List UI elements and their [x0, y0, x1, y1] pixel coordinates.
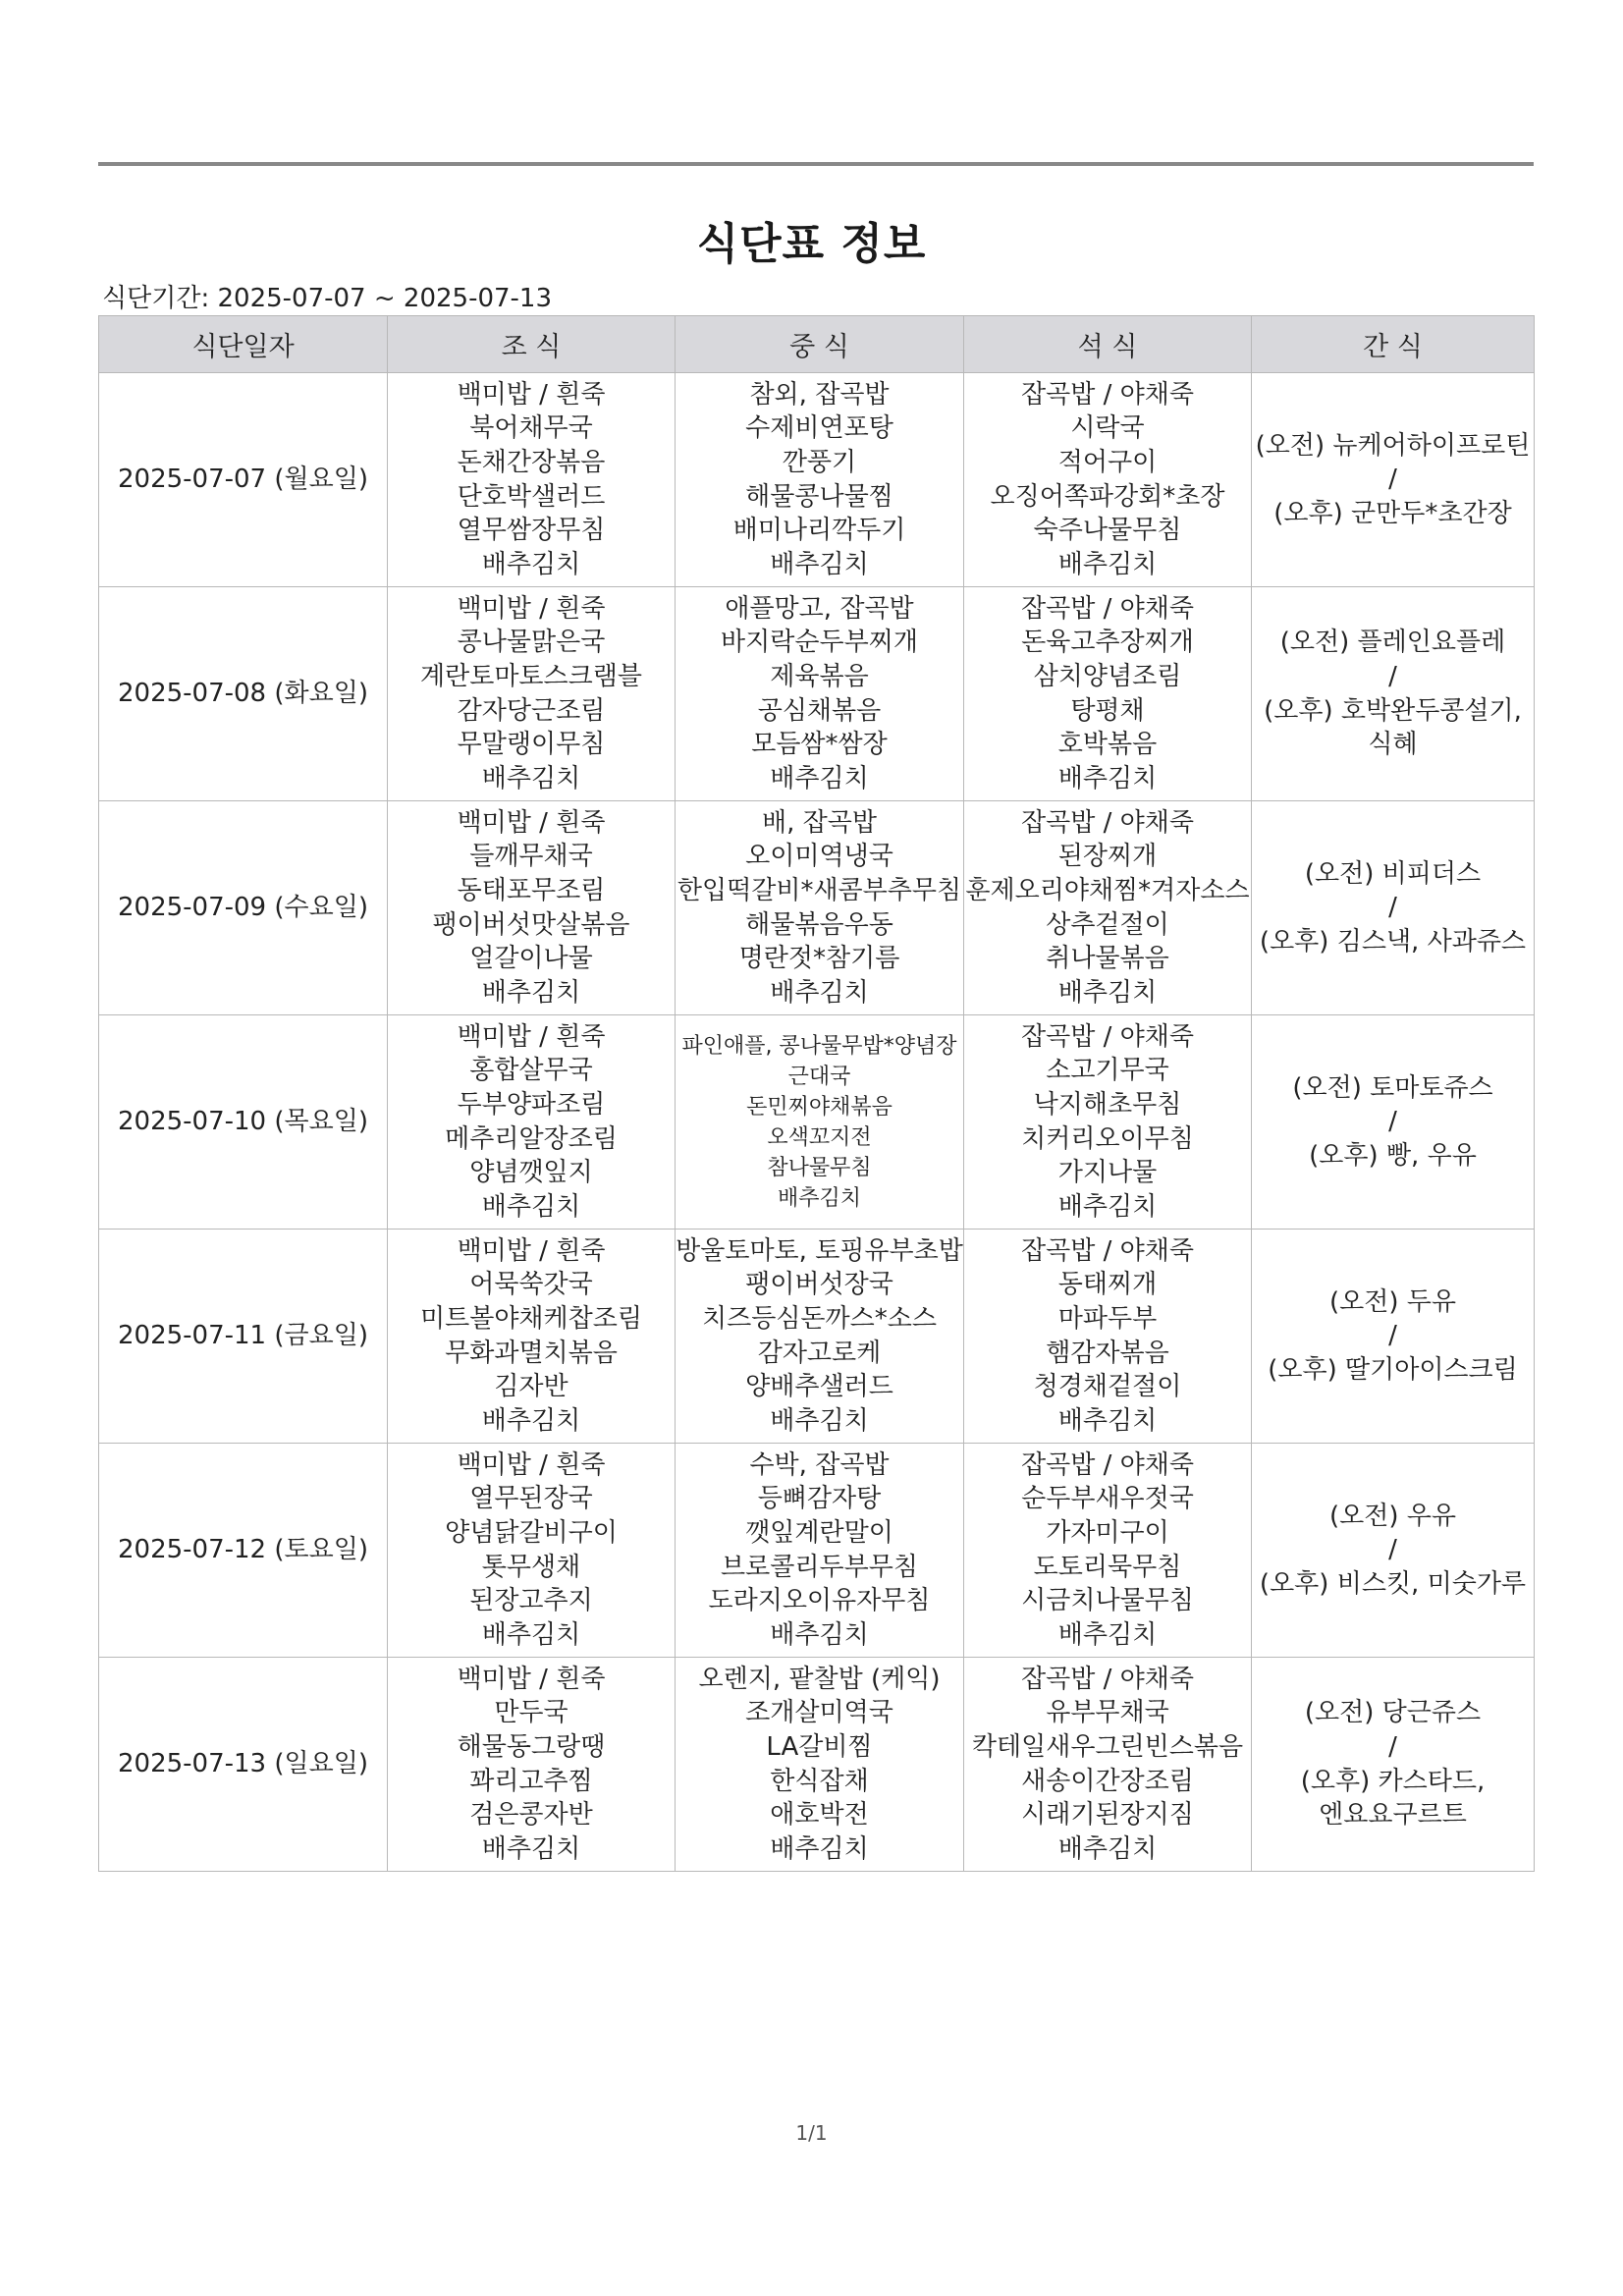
- menu-item: 제육볶음: [770, 661, 869, 691]
- menu-item: /: [1388, 1535, 1397, 1565]
- menu-item: 메추리알장조림: [445, 1123, 618, 1154]
- menu-item: 조개살미역국: [745, 1698, 893, 1728]
- menu-item: 된장찌개: [1057, 842, 1158, 872]
- table-row: [99, 1444, 1535, 1658]
- menu-item: 백미밥 / 흰죽: [457, 593, 606, 624]
- lunch-cell: [676, 1444, 964, 1658]
- menu-item: (오전) 우유: [1328, 1501, 1457, 1531]
- lunch-cell: [676, 373, 964, 587]
- menu-item: 시락국: [1070, 413, 1145, 444]
- menu-item: 명란젓*참기름: [738, 944, 900, 974]
- lunch-cell: [676, 1015, 964, 1230]
- menu-item: 배추김치: [1057, 549, 1158, 579]
- menu-item: (오후) 카스타드,: [1300, 1766, 1486, 1796]
- breakfast-cell: [388, 1658, 676, 1872]
- menu-item: 계란토마토스크램블: [419, 661, 643, 691]
- menu-item: (오전) 플레인요플레: [1279, 628, 1506, 658]
- menu-item: 오징어쪽파강회*초장: [990, 481, 1225, 512]
- date-cell: 2025-07-12 (토요일): [99, 1444, 388, 1658]
- menu-item: 애호박전: [770, 1800, 869, 1831]
- menu-item: 잡곡밥 / 야채죽: [1021, 1449, 1194, 1480]
- header-date: 식단일자: [99, 316, 388, 373]
- menu-item: 배추김치: [481, 763, 581, 793]
- menu-item: 검은콩자반: [469, 1800, 593, 1831]
- menu-item: (오후) 딸기아이스크림: [1268, 1354, 1518, 1385]
- menu-item: 배미나리깍두기: [732, 516, 906, 546]
- menu-item: 해물볶음우동: [745, 909, 893, 940]
- menu-item: 도토리묵무침: [1033, 1552, 1182, 1582]
- menu-item: 잡곡밥 / 야채죽: [1021, 1664, 1194, 1694]
- menu-item: 엔요요구르트: [1319, 1800, 1467, 1831]
- menu-item: 잡곡밥 / 야채죽: [1021, 1235, 1194, 1266]
- menu-item: 팽이버섯맛살볶음: [432, 909, 630, 940]
- menu-item: (오전) 뉴케어하이프로틴: [1255, 430, 1531, 461]
- date-cell: 2025-07-07 (월요일): [99, 373, 388, 587]
- menu-item: 된장고추지: [469, 1586, 593, 1616]
- menu-item: 등뼈감자탕: [757, 1484, 882, 1514]
- menu-item: 한식잡채: [770, 1766, 869, 1796]
- menu-item: 톳무생채: [481, 1552, 581, 1582]
- menu-item: 배추김치: [1057, 977, 1158, 1008]
- menu-item: 감자고로케: [757, 1338, 882, 1368]
- menu-item: 수제비연포탕: [745, 413, 893, 444]
- menu-item: 잡곡밥 / 야채죽: [1021, 807, 1194, 838]
- dinner-cell: [964, 373, 1252, 587]
- table-row: [99, 587, 1535, 801]
- menu-item: 백미밥 / 흰죽: [457, 379, 606, 410]
- menu-item: 배추김치: [770, 1833, 869, 1864]
- menu-item: 탕평채: [1070, 695, 1145, 726]
- menu-item: 배추김치: [481, 1619, 581, 1650]
- menu-item: 백미밥 / 흰죽: [457, 1664, 606, 1694]
- menu-item: 얼갈이나물: [469, 944, 593, 974]
- date-cell: 2025-07-08 (화요일): [99, 587, 388, 801]
- menu-item: 배추김치: [770, 1619, 869, 1650]
- menu-item: 바지락순두부찌개: [721, 628, 918, 658]
- menu-item: 배추김치: [770, 977, 869, 1008]
- top-divider: [98, 162, 1534, 166]
- menu-item: 양념닭갈비구이: [445, 1517, 618, 1548]
- menu-item: 오색꼬지전: [767, 1124, 872, 1150]
- menu-item: /: [1388, 893, 1397, 923]
- dinner-cell: [964, 587, 1252, 801]
- menu-item: 소고기무국: [1046, 1056, 1169, 1086]
- menu-item: 삼치양념조림: [1033, 661, 1182, 691]
- menu-item: 콩나물맑은국: [457, 628, 606, 658]
- menu-item: 백미밥 / 흰죽: [457, 1021, 606, 1052]
- menu-item: 김자반: [494, 1372, 568, 1402]
- menu-item: 잡곡밥 / 야채죽: [1021, 593, 1194, 624]
- menu-item: 북어채무국: [469, 413, 593, 444]
- dinner-cell: [964, 1015, 1252, 1230]
- menu-item: /: [1388, 1321, 1397, 1351]
- menu-item: 돈민찌야채볶음: [746, 1094, 893, 1120]
- menu-item: /: [1388, 465, 1397, 495]
- date-cell: 2025-07-13 (일요일): [99, 1658, 388, 1872]
- meal-period: 식단기간: 2025-07-07 ~ 2025-07-13: [102, 284, 553, 313]
- menu-item: (오전) 두유: [1328, 1286, 1457, 1317]
- menu-item: (오후) 군만두*초간장: [1273, 498, 1512, 528]
- menu-item: 단호박샐러드: [457, 481, 606, 512]
- menu-item: 치즈등심돈까스*소스: [701, 1303, 938, 1334]
- table-row: [99, 1230, 1535, 1444]
- menu-item: 무말랭이무침: [457, 730, 606, 760]
- header-breakfast: 조 식: [388, 316, 676, 373]
- menu-item: 참외, 잡곡밥: [749, 379, 890, 410]
- menu-item: 적어구이: [1057, 447, 1158, 477]
- date-cell: 2025-07-11 (금요일): [99, 1230, 388, 1444]
- menu-item: 배추김치: [481, 1833, 581, 1864]
- table-body: [99, 373, 1535, 1872]
- menu-item: 배추김치: [1057, 1405, 1158, 1436]
- menu-item: 팽이버섯장국: [745, 1270, 893, 1300]
- snack-cell: [1252, 373, 1535, 587]
- menu-item: 백미밥 / 흰죽: [457, 1235, 606, 1266]
- menu-item: 도라지오이유자무침: [708, 1586, 931, 1616]
- menu-item: 새송이간장조림: [1021, 1766, 1194, 1796]
- header-lunch: 중 식: [676, 316, 964, 373]
- menu-item: /: [1388, 661, 1397, 691]
- dinner-cell: [964, 1230, 1252, 1444]
- menu-item: 상추겉절이: [1046, 909, 1169, 940]
- menu-item: 백미밥 / 흰죽: [457, 1449, 606, 1480]
- snack-cell: [1252, 1015, 1535, 1230]
- menu-item: 돈채간장볶음: [457, 447, 606, 477]
- menu-item: 배추김치: [770, 763, 869, 793]
- menu-item: 취나물볶음: [1046, 944, 1169, 974]
- snack-cell: [1252, 801, 1535, 1015]
- menu-item: 어묵쑥갓국: [469, 1270, 593, 1300]
- menu-item: 깻잎계란말이: [745, 1517, 893, 1548]
- page-title: 식단표 정보: [696, 219, 927, 269]
- lunch-cell: [676, 1658, 964, 1872]
- menu-item: 홍합살무국: [469, 1056, 593, 1086]
- menu-item: 양념깻잎지: [469, 1158, 593, 1188]
- snack-cell: [1252, 1658, 1535, 1872]
- menu-item: 깐풍기: [782, 447, 857, 477]
- date-cell: 2025-07-09 (수요일): [99, 801, 388, 1015]
- lunch-cell: [676, 801, 964, 1015]
- menu-item: 두부양파조림: [457, 1089, 606, 1120]
- menu-item: 청경채겉절이: [1033, 1372, 1182, 1402]
- menu-item: 식혜: [1368, 730, 1418, 760]
- menu-item: 해물콩나물찜: [745, 481, 893, 512]
- lunch-cell: [676, 1230, 964, 1444]
- menu-item: 호박볶음: [1057, 730, 1158, 760]
- menu-item: 애플망고, 잡곡밥: [725, 593, 914, 624]
- menu-item: 백미밥 / 흰죽: [457, 807, 606, 838]
- menu-item: 무화과멸치볶음: [445, 1338, 618, 1368]
- menu-item: 배추김치: [481, 1405, 581, 1436]
- snack-cell: [1252, 1230, 1535, 1444]
- menu-item: 낙지해초무침: [1033, 1089, 1182, 1120]
- table-row: [99, 1658, 1535, 1872]
- menu-item: 참나물무침: [767, 1155, 872, 1180]
- menu-item: 배추김치: [770, 549, 869, 579]
- header-dinner: 석 식: [964, 316, 1252, 373]
- menu-item: 한입떡갈비*새콤부추무침: [676, 875, 962, 905]
- date-cell: 2025-07-10 (목요일): [99, 1015, 388, 1230]
- meal-table: [98, 315, 1535, 1872]
- menu-item: 오렌지, 팥찰밥 (케익): [698, 1664, 941, 1694]
- menu-item: 열무된장국: [469, 1484, 593, 1514]
- menu-item: /: [1388, 1107, 1397, 1137]
- menu-item: 가자미구이: [1046, 1517, 1169, 1548]
- menu-item: 만두국: [494, 1698, 568, 1728]
- menu-item: 잡곡밥 / 야채죽: [1021, 1021, 1194, 1052]
- menu-item: 잡곡밥 / 야채죽: [1021, 379, 1194, 410]
- menu-item: 배추김치: [481, 549, 581, 579]
- menu-item: (오전) 당근쥬스: [1304, 1698, 1482, 1728]
- menu-item: 배추김치: [770, 1405, 869, 1436]
- menu-item: 훈제오리야채찜*겨자소스: [965, 875, 1250, 905]
- menu-item: 공심채볶음: [757, 695, 882, 726]
- table-header-row: [99, 316, 1535, 373]
- snack-cell: [1252, 587, 1535, 801]
- lunch-cell: [676, 587, 964, 801]
- menu-item: 수박, 잡곡밥: [749, 1449, 890, 1480]
- menu-item: 꽈리고추찜: [469, 1766, 593, 1796]
- menu-item: 동태찌개: [1057, 1270, 1158, 1300]
- menu-item: 열무쌈장무침: [457, 516, 606, 546]
- dinner-cell: [964, 1444, 1252, 1658]
- menu-item: 브로콜리두부무침: [721, 1552, 918, 1582]
- menu-item: 칵테일새우그린빈스볶음: [971, 1731, 1244, 1762]
- breakfast-cell: [388, 1015, 676, 1230]
- menu-item: 배추김치: [1057, 1619, 1158, 1650]
- menu-item: (오전) 비피더스: [1304, 858, 1482, 889]
- table-row: [99, 1015, 1535, 1230]
- snack-cell: [1252, 1444, 1535, 1658]
- menu-item: 감자당근조림: [457, 695, 606, 726]
- menu-item: 근대국: [787, 1064, 851, 1089]
- menu-item: LA갈비찜: [766, 1731, 873, 1762]
- breakfast-cell: [388, 801, 676, 1015]
- menu-item: 배, 잡곡밥: [762, 807, 877, 838]
- header-snack: 간 식: [1252, 316, 1535, 373]
- menu-item: 배추김치: [481, 1191, 581, 1222]
- menu-item: 배추김치: [481, 977, 581, 1008]
- menu-item: 치커리오이무침: [1021, 1123, 1194, 1154]
- menu-item: 배추김치: [1057, 1833, 1158, 1864]
- breakfast-cell: [388, 587, 676, 801]
- menu-item: 양배추샐러드: [745, 1372, 893, 1402]
- breakfast-cell: [388, 1230, 676, 1444]
- menu-item: 시금치나물무침: [1021, 1586, 1194, 1616]
- menu-item: 순두부새우젓국: [1021, 1484, 1194, 1514]
- menu-item: 배추김치: [777, 1185, 861, 1211]
- menu-item: 파인애플, 콩나물무밥*양념장: [681, 1033, 957, 1059]
- menu-item: 숙주나물무침: [1033, 516, 1182, 546]
- menu-item: 가지나물: [1057, 1158, 1158, 1188]
- menu-item: 방울토마토, 토핑유부초밥: [676, 1235, 963, 1266]
- menu-item: (오후) 비스킷, 미숫가루: [1259, 1568, 1527, 1599]
- dinner-cell: [964, 801, 1252, 1015]
- menu-item: 동태포무조림: [457, 875, 606, 905]
- menu-item: (오전) 토마토쥬스: [1292, 1072, 1493, 1103]
- menu-item: 마파두부: [1057, 1303, 1158, 1334]
- menu-item: 해물동그랑땡: [457, 1731, 606, 1762]
- menu-item: 돈육고추장찌개: [1021, 628, 1194, 658]
- table-row: [99, 373, 1535, 587]
- menu-item: 모듬쌈*쌈장: [751, 730, 888, 760]
- table-row: [99, 801, 1535, 1015]
- menu-item: /: [1388, 1731, 1397, 1762]
- menu-item: 들깨무채국: [469, 842, 593, 872]
- menu-item: 미트볼야채케찹조림: [419, 1303, 643, 1334]
- page-number: 1/1: [795, 2121, 828, 2145]
- menu-item: (오후) 빵, 우유: [1309, 1140, 1477, 1171]
- dinner-cell: [964, 1658, 1252, 1872]
- menu-item: 오이미역냉국: [745, 842, 893, 872]
- breakfast-cell: [388, 373, 676, 587]
- menu-item: (오후) 김스낵, 사과쥬스: [1259, 926, 1527, 957]
- breakfast-cell: [388, 1444, 676, 1658]
- menu-item: (오후) 호박완두콩설기,: [1264, 695, 1522, 726]
- menu-item: 배추김치: [1057, 1191, 1158, 1222]
- menu-item: 배추김치: [1057, 763, 1158, 793]
- menu-item: 유부무채국: [1046, 1698, 1169, 1728]
- menu-item: 햄감자볶음: [1046, 1338, 1169, 1368]
- menu-item: 시래기된장지짐: [1021, 1800, 1194, 1831]
